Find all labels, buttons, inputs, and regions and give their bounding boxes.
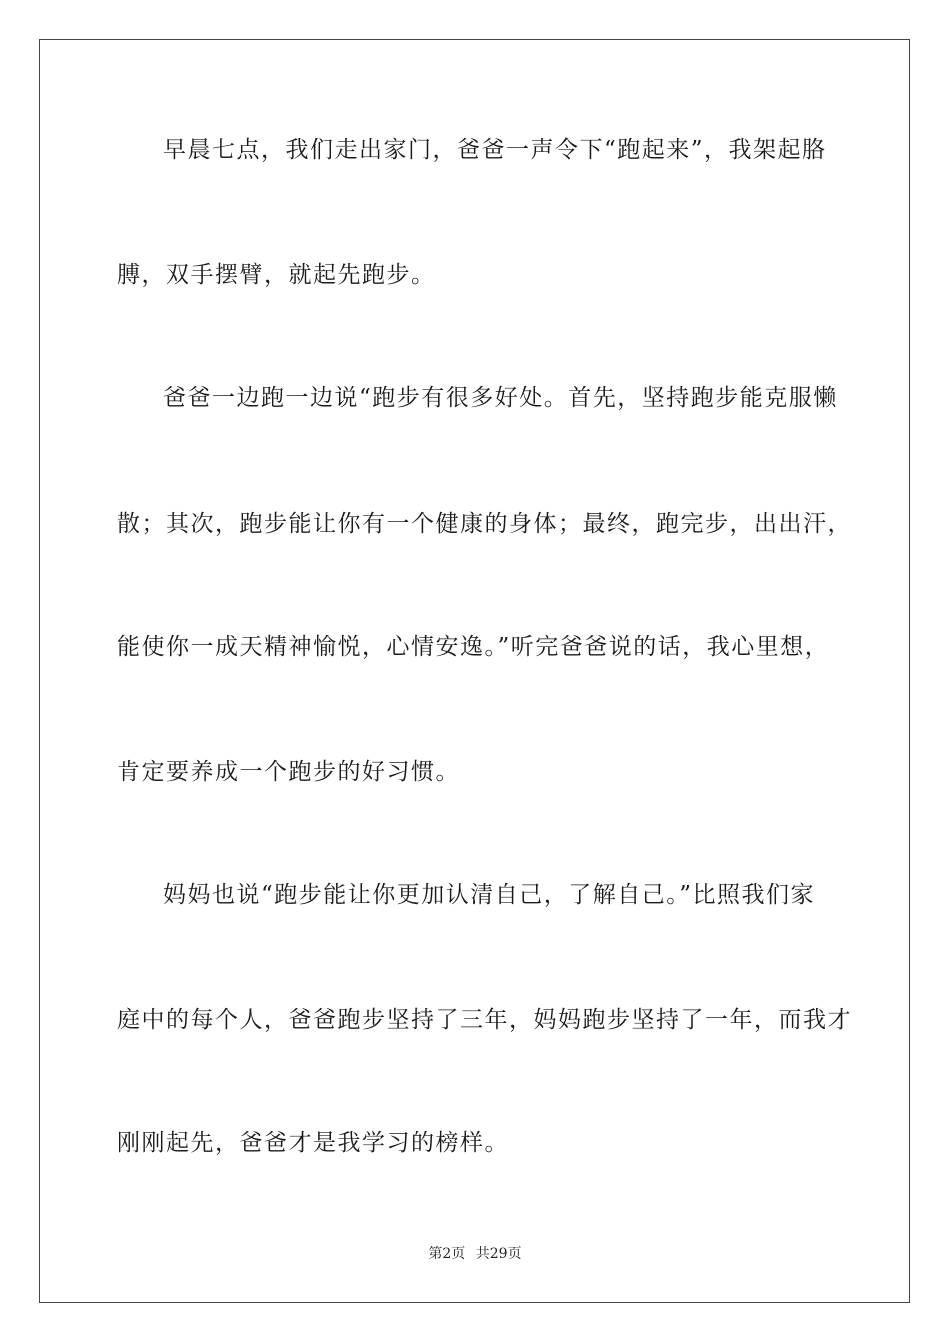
paragraph-1-line-1: 早晨七点，我们走出家门，爸爸一声令下“跑起来”，我架起胳 xyxy=(163,137,827,163)
paragraph-1-line-2: 膊，双手摆臂，就起先跑步。 xyxy=(117,262,436,288)
paragraph-3-line-1: 妈妈也说“跑步能让你更加认清自己，了解自己。”比照我们家 xyxy=(163,882,816,908)
paragraph-2-line-3: 能使你一成天精神愉悦，心情安逸。”听完爸爸说的话，我心里想， xyxy=(117,634,830,660)
page-border xyxy=(39,39,910,1303)
paragraph-2-line-4: 肯定要养成一个跑步的好习惯。 xyxy=(117,759,460,785)
page-number: 第2页 xyxy=(428,1246,466,1262)
paragraph-2-line-1: 爸爸一边跑一边说“跑步有很多好处。首先，坚持跑步能克服懒 xyxy=(163,385,838,411)
paragraph-3-line-2: 庭中的每个人，爸爸跑步坚持了三年，妈妈跑步坚持了一年，而我才 xyxy=(117,1007,852,1033)
paragraph-3-line-3: 刚刚起先，爸爸才是我学习的榜样。 xyxy=(117,1130,509,1156)
paragraph-2-line-2: 散；其次，跑步能让你有一个健康的身体；最终，跑完步，出出汗， xyxy=(117,511,852,537)
page-footer xyxy=(0,1245,950,1263)
page-total: 共29页 xyxy=(475,1246,522,1262)
